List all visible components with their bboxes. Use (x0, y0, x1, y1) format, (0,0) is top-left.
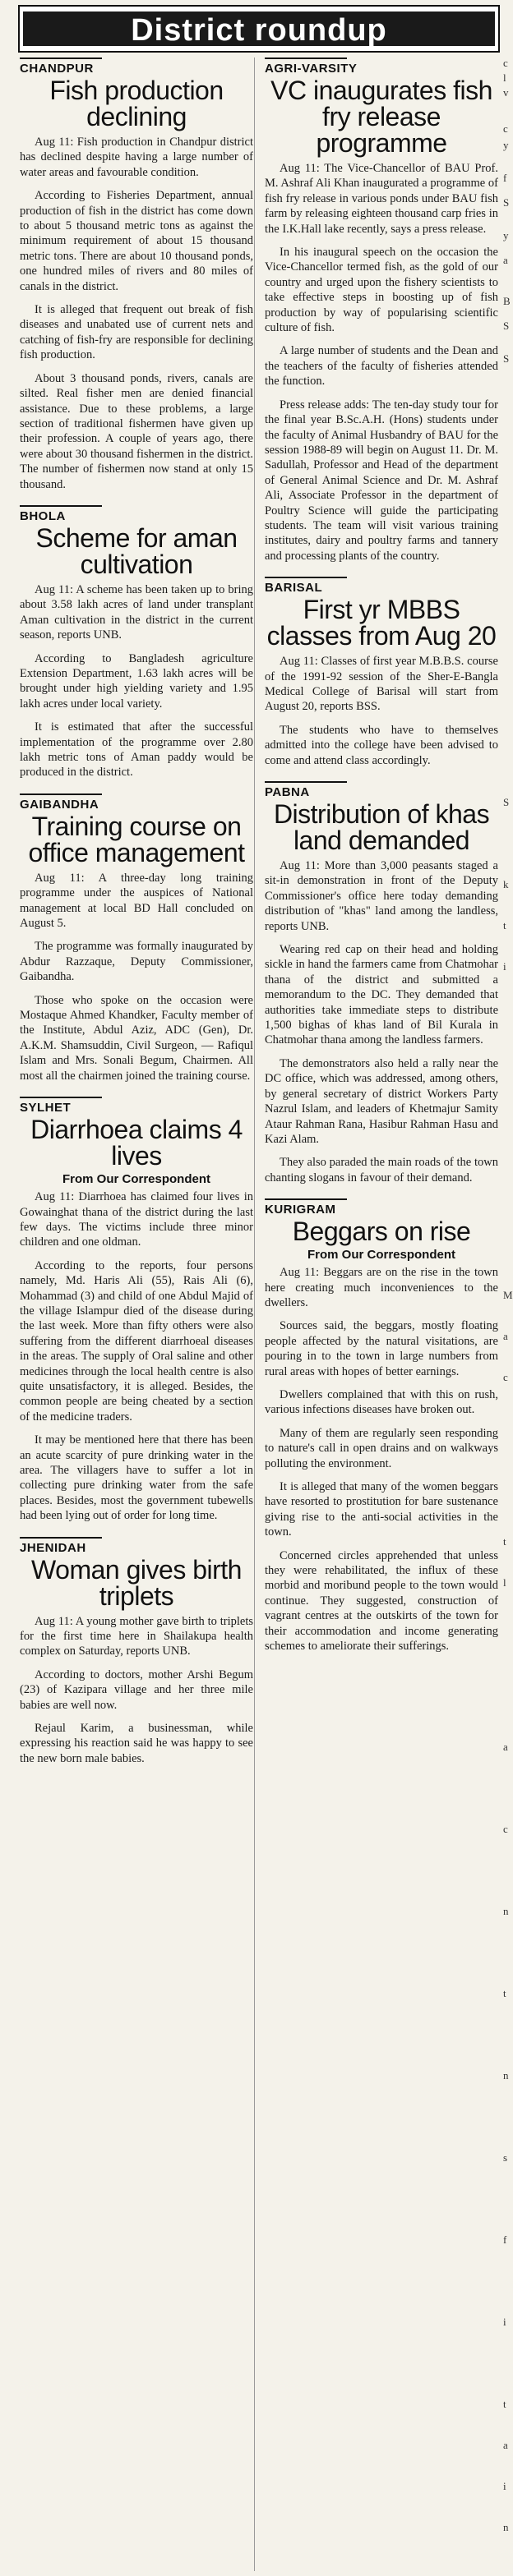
story-barisal (265, 577, 498, 768)
paragraph: A large number of students and the Dean and the teachers of the faculty of fisheries attended the function. (265, 344, 498, 389)
headline: VC inaugurates fish fry release programme (270, 76, 492, 158)
section-title: District roundup (23, 12, 495, 46)
paragraph: About 3 thousand ponds, rivers, canals are silted. Real fisher men are denied financial assistance. Due to these problems, a large section of traditional fishermen have given up their profession. A couple of years ago, there were about 30 thousand fishermen in the district. The number of fishermen now stand at only 15 thousand. (20, 371, 253, 491)
paragraph: According to the reports, four persons namely, Md. Haris Ali (55), Rais Ali (6), Mohammad (3) and child of one Abdul Majid of the village Islampur died of the disease during the last week. More than fifty others were also suffering from the different diarrhoeal diseases in the areas. The supply of Oral saline and other medicines through the local health centre is also quite unsatisfactory, it is alleged. Besides, the common people are being cheated by a section of the medicine traders. (20, 1258, 253, 1424)
edge-fragment: S (503, 197, 510, 209)
dateline: GAIBANDHA (20, 794, 102, 812)
paragraph: Aug 11: A three-day long training programme under the auspices of National management at local BD Hall concluded on August 5. (20, 871, 253, 931)
edge-fragment: v (503, 87, 509, 99)
paragraph: According to Fisheries Department, annual production of fish in the district has come down to about 5 thousand metric tons as against the minimum requirement of about 15 thousand metric tons. There are about 10 thousand ponds, one hundred miles of rivers and 80 miles of canals in the district. (20, 189, 253, 293)
column-divider (254, 58, 255, 2571)
edge-fragment: S (503, 353, 510, 365)
paragraph: Aug 11: Classes of first year M.B.B.S. course of the 1991-92 session of the Sher-E-Bangla Medical College of Barisal will start from August 20, reports BSS. (265, 655, 498, 714)
headline: Beggars on rise (292, 1217, 471, 1247)
edge-fragment: M (503, 1290, 513, 1301)
edge-fragment: c (503, 1372, 508, 1383)
edge-fragment: c (503, 58, 508, 69)
headline: Woman gives birth triplets (31, 1554, 242, 1611)
paragraph: The students who have to themselves admitted into the college have been advised to come and attend class accordingly. (265, 723, 498, 767)
byline: From Our Correspondent (307, 1248, 455, 1263)
headline: First yr MBBS classes from Aug 20 (266, 595, 497, 651)
edge-fragment: i (503, 2481, 506, 2492)
headline: Training course on office management (28, 811, 245, 867)
edge-fragment: n (503, 2522, 509, 2533)
paragraph: They also paraded the main roads of the town chanting slogans in favour of their demand. (265, 1156, 498, 1184)
paragraph: Wearing red cap on their head and holding sickle in hand the farmers came from Chatmohar thana of the district and submitted a memorandum to the DC. They demanded that authorities take immediate steps to distribute 1,500 bighas of khas land of Bil Kurala in Chatmohar thana among the landless farmers. (265, 943, 498, 1047)
dateline: JHENIDAH (20, 1537, 102, 1555)
paragraph: It may be mentioned here that there has been an acute scarcity of pure drinking water in the area. The villagers have to suffer a lot in collecting pure drinking water from the safe places. Besides, most the government tubewells had been lying out of order for long time. (20, 1433, 253, 1523)
headline: Scheme for aman cultivation (35, 522, 238, 579)
edge-fragment: c (503, 1824, 508, 1835)
paragraph: It is alleged that many of the women beggars have resorted to prostitution for bare sustenance giving rise to the anti-social activities in the town. (265, 1480, 498, 1539)
edge-fragment: i (503, 961, 506, 973)
edge-fragment: i (503, 2316, 506, 2328)
edge-fragment: a (503, 2440, 508, 2451)
paragraph: According to Bangladesh agriculture Extension Department, 1.63 lakh acres will be brought under high yielding variety and 1.95 lakh acres under local variety. (20, 651, 253, 711)
edge-fragment: t (503, 920, 506, 932)
edge-fragment: t (503, 1988, 506, 1999)
paragraph: In his inaugural speech on the occasion the Vice-Chancellor termed fish, as the gold of our country and urged upon the fishery scientists to take effective steps in boosting up of fish production by way of popularising scientific culture of fish. (265, 246, 498, 335)
masthead (18, 5, 500, 53)
edge-fragment: y (503, 230, 509, 242)
paragraph: Aug 11: Beggars are on the rise in the town here creating much inconveniences to the dwellers. (265, 1266, 498, 1309)
edge-fragment: c (503, 123, 508, 135)
story-agri-varsity (265, 58, 498, 564)
dateline: PABNA (265, 781, 347, 799)
story-chandpur (20, 58, 253, 492)
dateline: BARISAL (265, 577, 347, 595)
paragraph: It is alleged that frequent out break of fish diseases and unabated use of current nets and catching of fish-fry are responsible for declining fish production. (20, 303, 253, 362)
dateline: KURIGRAM (265, 1198, 347, 1217)
paragraph: Aug 11: More than 3,000 peasants staged a sit-in demonstration in front of the Deputy Commissioner's office here today demanding distribution of "khas" land among the landless, reports UNB. (265, 859, 498, 933)
dateline: SYLHET (20, 1097, 102, 1115)
story-bhola (20, 505, 253, 780)
headline: Distribution of khas land demanded (273, 799, 490, 855)
edge-fragment: n (503, 1906, 509, 1917)
story-jhenidah (20, 1537, 253, 1767)
dateline: BHOLA (20, 505, 102, 523)
edge-fragment: t (503, 2399, 506, 2410)
byline: From Our Correspondent (62, 1172, 210, 1187)
edge-fragment: f (503, 172, 507, 184)
paragraph: Aug 11: Fish production in Chandpur district has declined despite having a large number of water areas and favourable condition. (20, 136, 253, 179)
headline: Fish production declining (49, 76, 224, 131)
left-column (20, 58, 253, 2576)
headline: Diarrhoea claims 4 lives (30, 1115, 243, 1171)
edge-fragment: a (503, 1741, 508, 1753)
paragraph: Aug 11: The Vice-Chancellor of BAU Prof. M. Ashraf Ali Khan inaugurated a programme of fish fry release in various ponds under BAU fish farm by releasing eighteen thousand carp fries in the I.K.Hall lake recently, says a press release. (265, 162, 498, 236)
edge-fragment: B (503, 296, 511, 307)
edge-fragment: s (503, 2152, 508, 2164)
edge-fragment: t (503, 1536, 506, 1548)
edge-fragment: S (503, 320, 510, 332)
story-sylhet (20, 1097, 253, 1524)
paragraph: Sources said, the beggars, mostly floating people affected by the natural visitations, are pouring in to the town in large numbers from rural areas with hopes of better earnings. (265, 1319, 498, 1378)
edge-fragment: y (503, 140, 509, 151)
story-kurigram (265, 1198, 498, 1654)
paragraph: Press release adds: The ten-day study tour for the final year B.Sc.A.H. (Hons) students under the faculty of Animal Husbandry of BAU for the session 1988-89 will begin on August 11. Dr. M. Sadullah, Professor and Head of the department of General Animal Science and Dr. M. Ashraf Ali, Associate Professor in the department of Poultry Science will guide the participating students. The team will visit various training institutes, dairy and poultry farms and tannery and processing plants of the country. (265, 398, 498, 563)
paragraph: Aug 11: A scheme has been taken up to bring about 3.58 lakh acres of land under transplant Aman cultivation in the district in the current season, reports UNB. (20, 582, 253, 642)
edge-fragment: l (503, 1577, 506, 1589)
dateline: AGRI-VARSITY (265, 58, 347, 76)
paragraph: According to doctors, mother Arshi Begum (23) of Kazipara village and her three mile babies are well now. (20, 1668, 253, 1712)
edge-fragment: n (503, 2070, 509, 2082)
story-gaibandha (20, 794, 253, 1083)
adjacent-page-edge (503, 58, 513, 2576)
paragraph: Those who spoke on the occasion were Mostaque Ahmed Khandker, Faculty member of the Institute, Abdul Aziz, ADC (Gen), Dr. A.K.M. Shamsuddin, Civil Surgeon, — Rafiqul Islam and Mrs. Sonali Begum, Chairmen. All most all the chairmen joined the training course. (20, 993, 253, 1083)
paragraph: The programme was formally inaugurated by Abdur Razzaque, Deputy Commissioner, Gaibandha. (20, 940, 253, 984)
edge-fragment: a (503, 1331, 508, 1342)
paragraph: Aug 11: A young mother gave birth to triplets for the first time here in Shailakupa health complex on Saturday, reports UNB. (20, 1614, 253, 1658)
paragraph: Rejaul Karim, a businessman, while expressing his reaction said he was happy to see the new born male babies. (20, 1722, 253, 1765)
paragraph: Dwellers complained that with this on rush, various infections diseases have broken out. (265, 1387, 498, 1417)
paragraph: It is estimated that after the successful implementation of the programme over 2.80 lakh metric tons of Aman paddy would be produced in the district. (20, 720, 253, 780)
edge-fragment: k (503, 879, 509, 890)
dateline: CHANDPUR (20, 58, 102, 76)
paragraph: Concerned circles apprehended that unless they were rehabilitated, the influx of these morbid and moribund people to the town would continue. They suggested, construction of vagrant centres at the outskirts of the town for their accommodation and income generating schemes to ameliorate their sufferings. (265, 1548, 498, 1654)
paragraph: Aug 11: Diarrhoea has claimed four lives in Gowainghat thana of the district during the last few days. The victims include three minor children and one oldman. (20, 1190, 253, 1249)
right-column (265, 58, 498, 2576)
paragraph: Many of them are regularly seen responding to nature's call in open drains and on walkways polluting the environment. (265, 1426, 498, 1470)
paragraph: The demonstrators also held a rally near the DC office, which was addressed, among others, by general secretary of district Workers Party Nazrul Islam, and leaders of Khetmajur Samity Ataur Rahman Rana, Hasibur Rahman Hasu and Kazi Alam. (265, 1056, 498, 1146)
edge-fragment: S (503, 797, 510, 808)
edge-fragment: l (503, 72, 506, 84)
edge-fragment: f (503, 2234, 507, 2246)
edge-fragment: a (503, 255, 508, 266)
story-pabna (265, 781, 498, 1185)
